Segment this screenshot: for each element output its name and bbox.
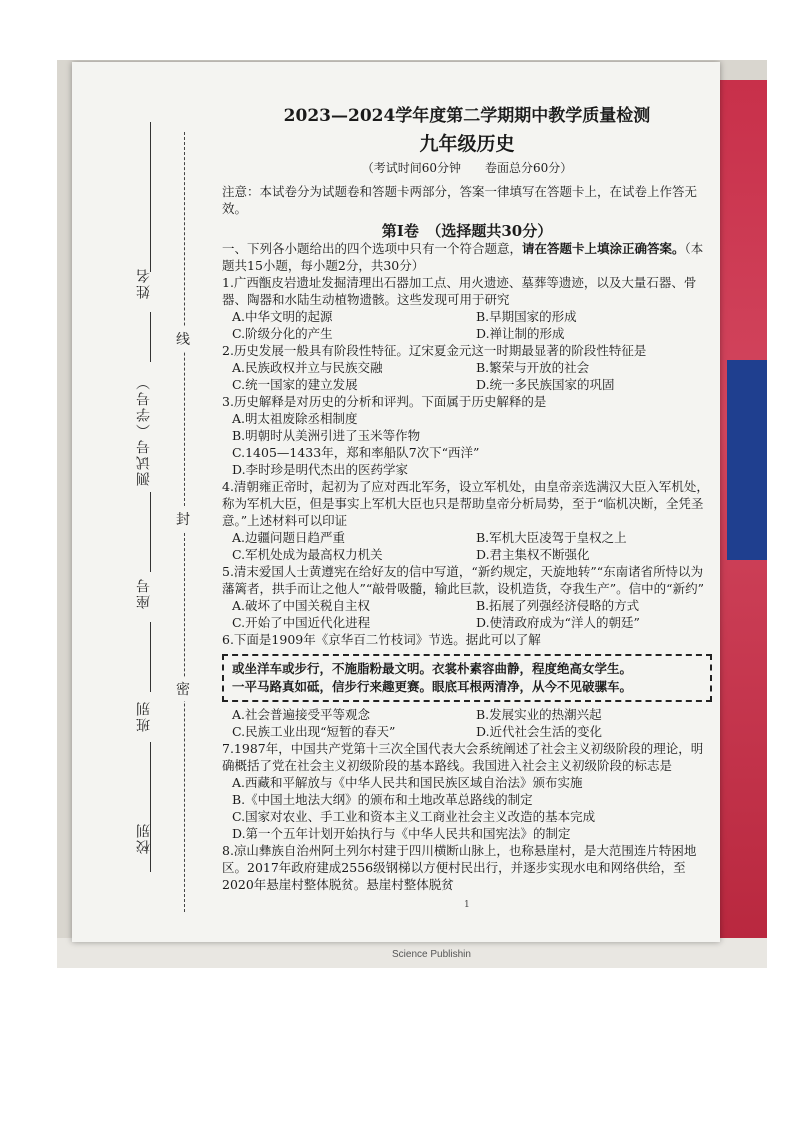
question-text: 8.凉山彝族自治州阿土列尔村建于四川横断山脉上，也称悬崖村，是大范围连片特困地区。2017年政府建成2556级钢梯以方便村民出行，并逐步实现水电和网络供给，至2020年悬崖村整体脱贫。悬崖村整体脱贫 xyxy=(222,843,697,892)
question-text: 7.1987年，中国共产党第十三次全国代表大会系统阐述了社会主义初级阶段的理论，明确概括了党在社会主义初级阶段的基本路线。我国进入社会主义初级阶段的标志是 xyxy=(222,741,704,773)
name-line xyxy=(150,122,151,272)
question-6 xyxy=(222,631,712,740)
question-2 xyxy=(222,342,712,393)
class-line xyxy=(150,622,151,692)
exam-title: 2023—2024学年度第二学期期中教学质量检测 xyxy=(283,106,651,126)
option-c: C.民族工业出现“短暂的春天” xyxy=(232,724,396,739)
seal-char-line: 线 xyxy=(176,327,190,351)
section-title: 第Ⅰ卷 （选择题共30分） xyxy=(381,222,553,240)
question-4 xyxy=(222,478,712,563)
seal-char-seal: 封 xyxy=(176,507,190,531)
exam-notice: 注意：本试卷分为试题卷和答题卡两部分，答案一律填写在答题卡上，在试卷上作答无效。 xyxy=(222,184,698,216)
option-b: B.军机大臣凌驾于皇权之上 xyxy=(476,530,627,545)
page-number: 1 xyxy=(464,900,470,910)
option-b: B.早期国家的形成 xyxy=(476,309,577,324)
option-b: B.拓展了列强经济侵略的方式 xyxy=(476,598,640,613)
background-bottom-book xyxy=(57,938,767,968)
option-d: D.君主集权不断强化 xyxy=(476,547,590,562)
question-text: 5.清末爱国人士黄遵宪在给好友的信中写道，“新约规定，天旋地转”“东南诸省所恃以为藩篱者，拱手而让之他人”“敲骨吸髓，输此巨款，设机造货，夺我生产”。信中的“新约” xyxy=(222,564,704,596)
quote-line-2: 一平马路真如砥，信步行来趣更赛。眼底耳根两清净，从今不见破骡车。 xyxy=(232,679,633,694)
question-text: 2.历史发展一般具有阶段性特征。辽宋夏金元这一时期最显著的阶段性特征是 xyxy=(222,343,647,358)
photo-background xyxy=(57,60,767,968)
option-d: D.第一个五年计划开始执行与《中华人民共和国宪法》的制定 xyxy=(232,826,571,841)
question-text: 3.历史解释是对历史的分析和评判。下面属于历史解释的是 xyxy=(222,394,547,409)
question-7 xyxy=(222,740,712,842)
instr-prefix: 一、下列各小题给出的四个选项中只有一个符合题意， xyxy=(222,241,523,256)
option-c: C.军机处成为最高权力机关 xyxy=(232,547,383,562)
background-book-blue xyxy=(727,360,767,560)
instr-suffix: （本题共15小题，每小题2分，共30分） xyxy=(222,241,704,273)
question-8 xyxy=(222,842,712,893)
question-3 xyxy=(222,393,712,478)
option-a: A.明太祖废除丞相制度 xyxy=(232,411,358,426)
option-a: A.边疆问题日趋严重 xyxy=(232,530,346,545)
option-d: D.统一多民族国家的巩固 xyxy=(476,377,615,392)
option-c: C.开始了中国近代化进程 xyxy=(232,615,371,630)
option-a: A.社会普遍接受平等观念 xyxy=(232,707,371,722)
option-d: D.禅让制的形成 xyxy=(476,326,565,341)
seat-label: 座号 xyxy=(136,577,152,609)
question-1 xyxy=(222,274,712,342)
seat-line xyxy=(150,492,151,572)
exam-meta: （考试时间60分钟 卷面总分60分） xyxy=(361,161,573,175)
quote-box xyxy=(222,654,712,702)
exam-paper xyxy=(72,62,720,942)
option-a: A.西藏和平解放与《中华人民共和国民族区域自治法》颁布实施 xyxy=(232,775,583,790)
question-5 xyxy=(222,563,712,631)
option-a: A.中华文明的起源 xyxy=(232,309,333,324)
option-d: D.近代社会生活的变化 xyxy=(476,724,603,739)
option-a: A.破坏了中国关税自主权 xyxy=(232,598,371,613)
option-b: B.发展实业的热潮兴起 xyxy=(476,707,602,722)
exam-no-label: 测试号（学号） xyxy=(136,374,152,486)
question-text: 6.下面是1909年《京华百二竹枝词》节选。据此可以了解 xyxy=(222,632,541,647)
exam-subject: 九年级历史 xyxy=(419,133,515,155)
option-d: D.李时珍是明代杰出的医药学家 xyxy=(232,462,409,477)
instr-bold: 请在答题卡上填涂正确答案。 xyxy=(522,241,685,256)
question-text: 1.广西甑皮岩遗址发掘清理出石器加工点、用火遗迹、墓葬等遗迹，以及大量石器、骨器、陶器和水陆生动植物遗骸。这些发现可用于研究 xyxy=(222,275,697,307)
quote-line-1: 或坐洋车或步行，不施脂粉最文明。衣裳朴素容曲静，程度绝高女学生。 xyxy=(232,661,633,676)
seal-char-secret: 密 xyxy=(176,677,190,701)
school-label: 校别 xyxy=(136,822,152,854)
option-b: B.明朝时从美洲引进了玉米等作物 xyxy=(232,428,421,443)
option-c: C.1405—1433年，郑和率船队7次下“西洋” xyxy=(232,445,480,460)
option-d: D.使清政府成为“洋人的朝廷” xyxy=(476,615,640,630)
option-b: B.繁荣与开放的社会 xyxy=(476,360,590,375)
option-c: C.国家对农业、手工业和资本主义工商业社会主义改造的基本完成 xyxy=(232,809,596,824)
option-c: C.阶级分化的产生 xyxy=(232,326,333,341)
name-label: 姓名 xyxy=(136,267,152,299)
option-a: A.民族政权并立与民族交融 xyxy=(232,360,383,375)
background-book-text: Science Publishin xyxy=(392,949,471,960)
class-label: 班别 xyxy=(136,700,152,732)
option-c: C.统一国家的建立发展 xyxy=(232,377,358,392)
section-instructions xyxy=(222,240,712,274)
exam-no-line xyxy=(150,312,151,362)
question-text: 4.清朝雍正帝时，起初为了应对西北军务，设立军机处，由皇帝亲选满汉大臣入军机处，称为军机大臣，但是事实上军机大臣也只是帮助皇帝分析局势，至于“临机决断，全凭圣意。”上述材料可以印证 xyxy=(222,479,709,528)
option-b: B.《中国土地法大纲》的颁布和土地改革总路线的制定 xyxy=(232,792,533,807)
exam-content xyxy=(222,104,712,893)
